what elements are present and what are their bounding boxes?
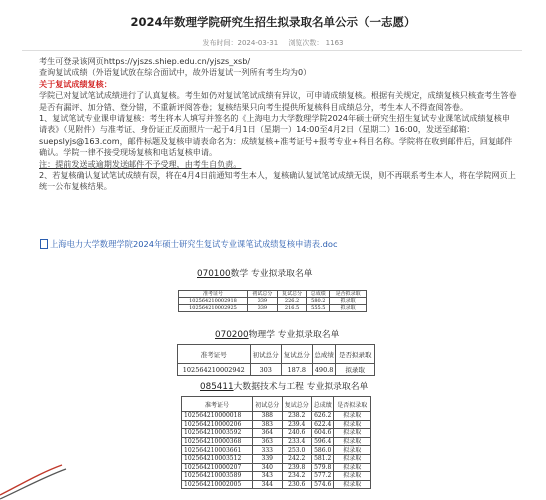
table-cell: 574.6: [312, 480, 334, 489]
major-name: 数学: [230, 269, 249, 279]
table-cell: 383: [253, 420, 282, 429]
title-divider: [22, 50, 522, 51]
table-cell: 239.8: [282, 463, 311, 472]
table-cell: 577.2: [312, 472, 334, 481]
table-cell: 拟录取: [334, 420, 371, 429]
table-row: [179, 298, 367, 305]
table-cell: 626.2: [312, 412, 334, 421]
table-cell: 拟录取: [334, 412, 371, 421]
table-cell: 226.2: [277, 298, 307, 305]
table-cell: 102564210003512: [182, 454, 253, 463]
table-cell: 102564210003592: [182, 429, 253, 438]
view-count: 浏览次数： 1163: [288, 39, 344, 47]
table-cell: 拟录取: [334, 480, 371, 489]
table-cell: 拟录取: [334, 446, 371, 455]
table-cell: 187.8: [281, 364, 312, 376]
attachment-label: 上海电力大学数理学院2024年硕士研究生复试专业课笔试成绩复核申请表.doc: [50, 239, 338, 249]
column-header: 是否拟录取: [334, 397, 371, 412]
table-cell: 234.2: [282, 472, 311, 481]
paragraph-review-step-2: 2、若复核确认复试笔试成绩有误，将在4月4日前通知考生本人，复核确认复试笔试成绩无误，则不再联系考生本人，将在学院网页上统一公布复核结果。: [39, 170, 516, 192]
table-cell: 303: [250, 364, 281, 376]
table-row: [178, 364, 375, 376]
table-cell: 238.2: [282, 412, 311, 421]
table-title-bigdata: [200, 379, 368, 392]
table-cell: 拟录取: [330, 298, 367, 305]
table-cell: 233.4: [282, 437, 311, 446]
table-cell: 102564210000018: [182, 412, 253, 421]
table-cell: 581.2: [312, 454, 334, 463]
table-cell: 339: [247, 305, 277, 312]
column-header: 总成绩: [307, 291, 330, 298]
table-cell: 333: [253, 446, 282, 455]
table-title-suffix: 专业拟录取名单: [275, 330, 340, 340]
paragraph-query-note: 查询复试成绩（外语复试放在综合面试中，故外语复试一列所有考生均为0）: [39, 67, 312, 78]
major-code: 085411: [200, 382, 234, 392]
table-cell: 拟录取: [334, 472, 371, 481]
table-cell: 102564210002942: [178, 364, 251, 376]
table-cell: 344: [253, 480, 282, 489]
article-meta: [0, 38, 546, 48]
admission-table-physics: [177, 344, 375, 376]
table-cell: 364: [253, 429, 282, 438]
table-row: [182, 420, 371, 429]
table-cell: 339: [247, 298, 277, 305]
photo-cable-decoration: [0, 455, 90, 500]
table-cell: 596.4: [312, 437, 334, 446]
table-cell: 388: [253, 412, 282, 421]
table-title-suffix: 专业拟录取名单: [248, 269, 313, 279]
article-body: [39, 56, 517, 193]
table-row: [182, 472, 371, 481]
table-row: [182, 429, 371, 438]
article-title: 2024年数理学院研究生招生拟录取名单公示（一志愿）: [130, 15, 416, 29]
table-row: [182, 463, 371, 472]
admission-table-math: [178, 290, 367, 312]
table-title-physics: [215, 327, 339, 340]
table-cell: 580.2: [307, 298, 330, 305]
table-cell: 102564210003589: [182, 472, 253, 481]
table-row: [182, 412, 371, 421]
doc-file-icon: [40, 239, 48, 249]
column-header: 复试总分: [281, 345, 312, 364]
column-header: 准考证号: [178, 345, 251, 364]
major-code: 070200: [215, 330, 249, 340]
column-header: 初试总分: [247, 291, 277, 298]
table-row: [182, 454, 371, 463]
table-cell: 339: [253, 454, 282, 463]
table-cell: 363: [253, 437, 282, 446]
column-header: 准考证号: [179, 291, 248, 298]
column-header: 是否拟录取: [330, 291, 367, 298]
table-cell: 拟录取: [334, 463, 371, 472]
table-cell: 340: [253, 463, 282, 472]
table-title-math: [197, 266, 313, 279]
publish-time: 发布时间：2024-03-31: [202, 39, 279, 47]
column-header: 总成绩: [312, 397, 334, 412]
table-cell: 102564210000206: [182, 420, 253, 429]
table-cell: 242.2: [282, 454, 311, 463]
table-cell: 579.8: [312, 463, 334, 472]
table-cell: 102564210002918: [179, 298, 248, 305]
column-header: 准考证号: [182, 397, 253, 412]
table-cell: 239.4: [282, 420, 311, 429]
column-header: 复试总分: [277, 291, 307, 298]
table-cell: 102564210003661: [182, 446, 253, 455]
table-cell: 622.4: [312, 420, 334, 429]
column-header: 是否拟录取: [336, 345, 375, 364]
table-row: [179, 305, 367, 312]
table-cell: 102564210002005: [182, 480, 253, 489]
paragraph-review-intro: 学院已对复试笔试成绩进行了认真复核。考生如仍对复试笔试成绩有异议，可申请成绩复核。根据有关规定，成绩复核只核查考生答卷是否有漏评、加分错、登分错，不重新评阅答卷；复核结果只向考生提供所复核科目成绩总分，考生本人不得查阅答卷。: [39, 90, 517, 112]
table-cell: 586.0: [312, 446, 334, 455]
table-cell: 拟录取: [334, 454, 371, 463]
table-title-suffix: 专业拟录取名单: [303, 382, 369, 392]
attachment-link[interactable]: [40, 238, 338, 250]
column-header: 初试总分: [253, 397, 282, 412]
column-header: 复试总分: [282, 397, 311, 412]
table-row: [182, 437, 371, 446]
table-cell: 拟录取: [334, 429, 371, 438]
paragraph-review-note: 注：提前发送或逾期发送邮件不予受理，由考生自负责。: [39, 158, 242, 169]
table-cell: 216.5: [277, 305, 307, 312]
table-cell: 102564210002925: [179, 305, 248, 312]
column-header: 总成绩: [312, 345, 336, 364]
table-cell: 230.6: [282, 480, 311, 489]
major-name: 物理学: [248, 330, 275, 340]
table-row: [182, 446, 371, 455]
paragraph-review-heading: 关于复试成绩复核：: [39, 78, 112, 89]
table-cell: 102564210000207: [182, 463, 253, 472]
major-code: 070100: [197, 269, 231, 279]
table-cell: 102564210000368: [182, 437, 253, 446]
table-cell: 343: [253, 472, 282, 481]
paragraph-review-step-1: 1、复试笔试专业课申请复核：考生将本人填写并签名的《上海电力大学数理学院2024年硕士研究生招生复试专业课笔试成绩复核申请表》（见附件）与准考证、身份证正反面照片一起于4月1日（星期一）14:00至4月2日（星期二）16:00，发送至邮箱：suepslyjs@163.com，邮件标题及复核申请表命名为：成绩复核+准考证号+报考专业+科目名称。学院将在收到邮件后，回复邮件确认。学院一律不接受现场复核和电话复核申请。: [39, 113, 513, 158]
table-cell: 拟录取: [336, 364, 375, 376]
table-cell: 555.5: [307, 305, 330, 312]
table-cell: 490.8: [312, 364, 336, 376]
table-row: [182, 480, 371, 489]
admission-table-bigdata: [181, 396, 371, 489]
paragraph-query-url: 考生可登录该网页https://yjszs.shiep.edu.cn/yjszs_xsb/: [39, 56, 251, 66]
major-name: 大数据技术与工程: [233, 382, 304, 392]
table-cell: 拟录取: [334, 437, 371, 446]
table-cell: 604.6: [312, 429, 334, 438]
table-cell: 240.6: [282, 429, 311, 438]
column-header: 初试总分: [250, 345, 281, 364]
table-cell: 253.0: [282, 446, 311, 455]
table-cell: 拟录取: [330, 305, 367, 312]
